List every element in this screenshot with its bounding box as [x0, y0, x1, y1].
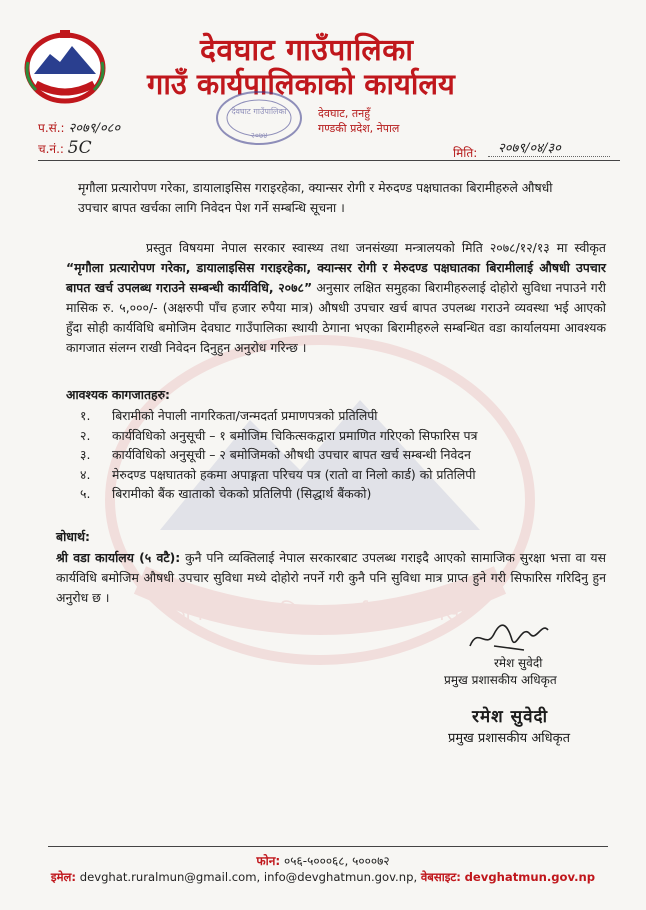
body-procedure-title: “मृगौला प्रत्यारोपण गरेका, डायालाइसिस गराइरहेका, क्यान्सर रोगी र मेरुदण्ड पक्षघातका बिरामीलाई औषधी उपचार बापत खर्च उपलब्ध गराउने सम्बन्धी कार्यविधि, २०७८”	[66, 260, 606, 295]
phone-label: फोन:	[256, 854, 281, 868]
documents-heading: आवश्यक कागजातहरु:	[66, 387, 170, 402]
svg-text:देवघाट गाउँपालिका: देवघाट गाउँपालिका	[231, 107, 287, 116]
cc-recipient: श्री वडा कार्यालय (५ वटै):	[56, 550, 181, 565]
list-item: ४. मेरुदण्ड पक्षघातको हकमा अपाङ्गता परिचय पत्र (रातो वा निलो कार्ड) को प्रतिलिपी	[80, 466, 476, 482]
cc-text: कुनै पनि व्यक्तिलाई नेपाल सरकारबाट उपलब्ध गराइदै आएको सामाजिक सुरक्षा भत्ता वा यस कार्यविधि बमोजिम औषधी उपचार सुविधा मध्ये दोहोरो नपर्ने गरी कुनै पनि सुविधा मात्र प्राप्त हुने गरी सिफारिस गरिदिनु हुन अनुरोध छ ।	[56, 550, 606, 605]
cc-body	[56, 548, 606, 608]
date-underline	[488, 156, 610, 157]
signatory-title: प्रमुख प्रशासकीय अधिकृत	[444, 673, 557, 687]
footer-divider	[48, 846, 608, 847]
office-title-line1: देवघाट गाउँपालिका	[200, 33, 414, 68]
svg-text:२०७४: २०७४	[250, 131, 268, 140]
chalani-label: च.नं.:	[38, 142, 64, 156]
footer-phone	[0, 852, 646, 869]
email-value[interactable]: devghat.ruralmun@gmail.com, info@devghatmun.gov.np,	[79, 870, 418, 884]
nepal-emblem-logo	[22, 28, 108, 104]
patra-sankhya-value: २०७९/०८०	[68, 121, 121, 136]
office-address	[318, 106, 399, 136]
list-item: ५. बिरामीको बैंक खाताको चेकको प्रतिलिपी (सिद्धार्थ बैंकको)	[80, 486, 372, 501]
header-divider	[38, 160, 620, 161]
list-item: ३. कार्यविधिको अनुसूची – २ बमोजिमको औषधी उपचार बापत खर्च सम्बन्धी निवेदन	[80, 447, 471, 462]
notice-subject: मृगौला प्रत्यारोपण गरेका, डायालाइसिस गराइरहेका, क्यान्सर रोगी र मेरुदण्ड पक्षघातका बिरामीहरुले औषधी उपचार बापत खर्चका लागि निवेदन पेश गर्ने सम्बन्धि सूचना ।	[78, 180, 553, 215]
chalani-number	[38, 138, 92, 158]
date-label: मिति:	[453, 146, 478, 160]
patra-sankhya	[38, 118, 120, 136]
website-label: वेबसाइट:	[420, 870, 461, 884]
office-round-stamp	[214, 90, 304, 146]
footer-contacts	[0, 870, 646, 885]
address-line2: गण्डकी प्रदेश, नेपाल	[318, 122, 400, 135]
address-line1: देवघाट, तनहुँ	[318, 107, 371, 120]
website-link[interactable]: devghatmun.gov.np	[464, 870, 596, 884]
name-seal: रमेश सुवेदी	[472, 707, 548, 727]
patra-sankhya-label: प.सं.:	[38, 121, 65, 135]
body-text-part1: प्रस्तुत विषयमा नेपाल सरकार स्वास्थ्य तथा जनसंख्या मन्त्रालयको मिति २०७८/१२/१३ मा स्वीकृत	[146, 240, 606, 255]
body-text-part2: अनुसार लक्षित समुहका बिरामीहरुलाई दोहोरो सुविधा नपाउने गरी मासिक रु. ५,०००/- (अक्षरुपी पाँच हजार रुपैया मात्र) औषधी उपचार खर्च बापत उपलब्ध गराउने व्यवस्था भई आएको हुँदा सोही कार्यविधि बमोजिम देवघाट गाउँपालिका स्थायी ठेगाना भएका बिरामीहरुले सम्बन्धित वडा कार्यालयमा आवश्यक कागजात संलग्न राखी निवेदन दिनुहुन अनुरोध गरिन्छ ।	[66, 280, 606, 355]
office-title-line2: गाउँ कार्यपालिकाको कार्यालय	[147, 67, 455, 101]
email-label: इमेल:	[50, 870, 77, 884]
watermark-motto: जननी जन्मभूमिश्च स्वर्गादपि गरीयसी	[174, 601, 466, 626]
cc-heading: बोधार्थ:	[56, 529, 90, 544]
title-seal: प्रमुख प्रशासकीय अधिकृत	[448, 731, 571, 746]
date-value: २०७९/०४/३०	[498, 141, 561, 156]
signatory-name: रमेश सुवेदी	[494, 656, 543, 670]
documents-list	[80, 406, 600, 504]
chalani-value: 5C	[67, 138, 92, 158]
handwritten-signature	[464, 616, 554, 658]
phone-value: ०५६-५०००६८, ५०००७२	[284, 854, 390, 868]
notice-body	[66, 238, 606, 358]
list-item: १. बिरामीको नेपाली नागरिकता/जन्मदर्ता प्रमाणपत्रको प्रतिलिपी	[80, 408, 378, 423]
list-item: २. कार्यविधिको अनुसूची – १ बमोजिम चिकित्सकद्वारा प्रमाणित गरिएको सिफारिस पत्र	[80, 427, 478, 443]
